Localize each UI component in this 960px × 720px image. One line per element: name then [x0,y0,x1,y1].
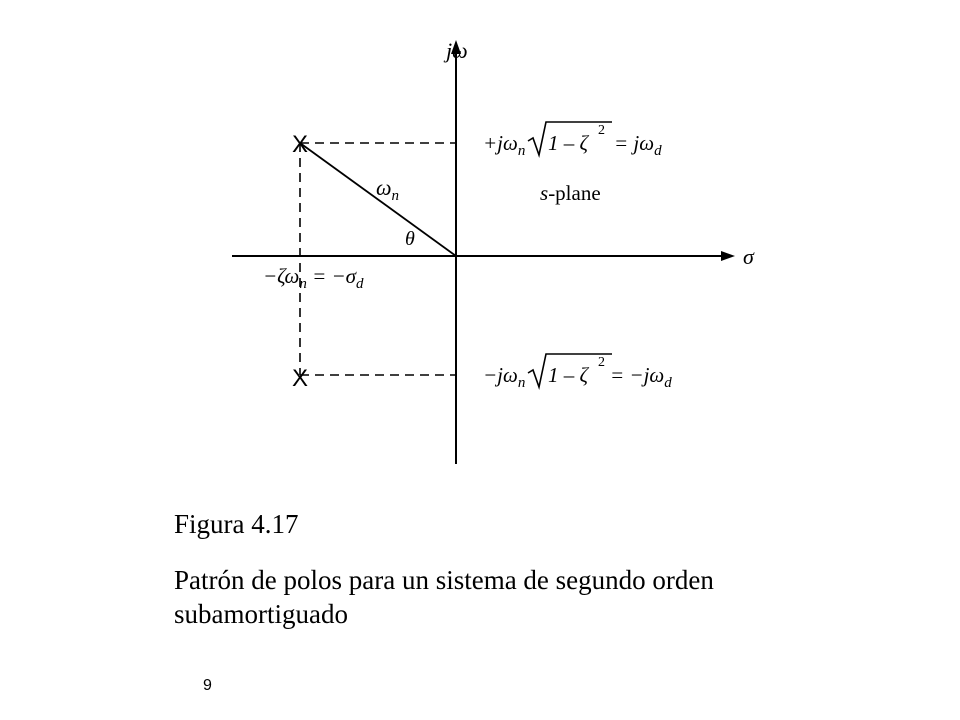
s-plane-label: s-plane [540,181,601,205]
lower-pole-expression [483,354,672,391]
real-axis-label: σ [743,244,754,269]
figure-title: Figura 4.17 [174,509,299,539]
page-number: 9 [203,677,212,694]
lower-pole-marker: X [291,365,309,392]
svg-text:1 – ζ: 1 – ζ [548,363,589,387]
real-part-expression [263,264,364,292]
natural-frequency-label: $\omega_n$ [376,175,400,204]
svg-text:2: 2 [598,123,605,138]
svg-text:= jωd: = $j\omega_d$ [614,131,662,159]
angle-label: θ [405,228,415,250]
upper-pole-marker: X [291,131,309,158]
svg-text:2: 2 [598,355,605,370]
svg-text:−ζωn = −σd: $-\zeta\omega_n = -\sigma_d$ [263,264,364,292]
svg-text:+jωn: $+j\omega_n$ [483,131,526,159]
imaginary-axis-label: jω [446,38,468,63]
svg-text:1 – ζ: 1 – ζ [548,131,589,155]
svg-text:−jωn: $-j\omega_n$ [483,363,526,391]
svg-text:= −jωd: = $-j\omega_d$ [610,363,672,391]
upper-pole-expression [483,122,662,159]
figure-description: Patrón de polos para un sistema de segundo orden subamortiguado [174,565,714,629]
horizontal-axis-arrowhead [721,251,735,261]
